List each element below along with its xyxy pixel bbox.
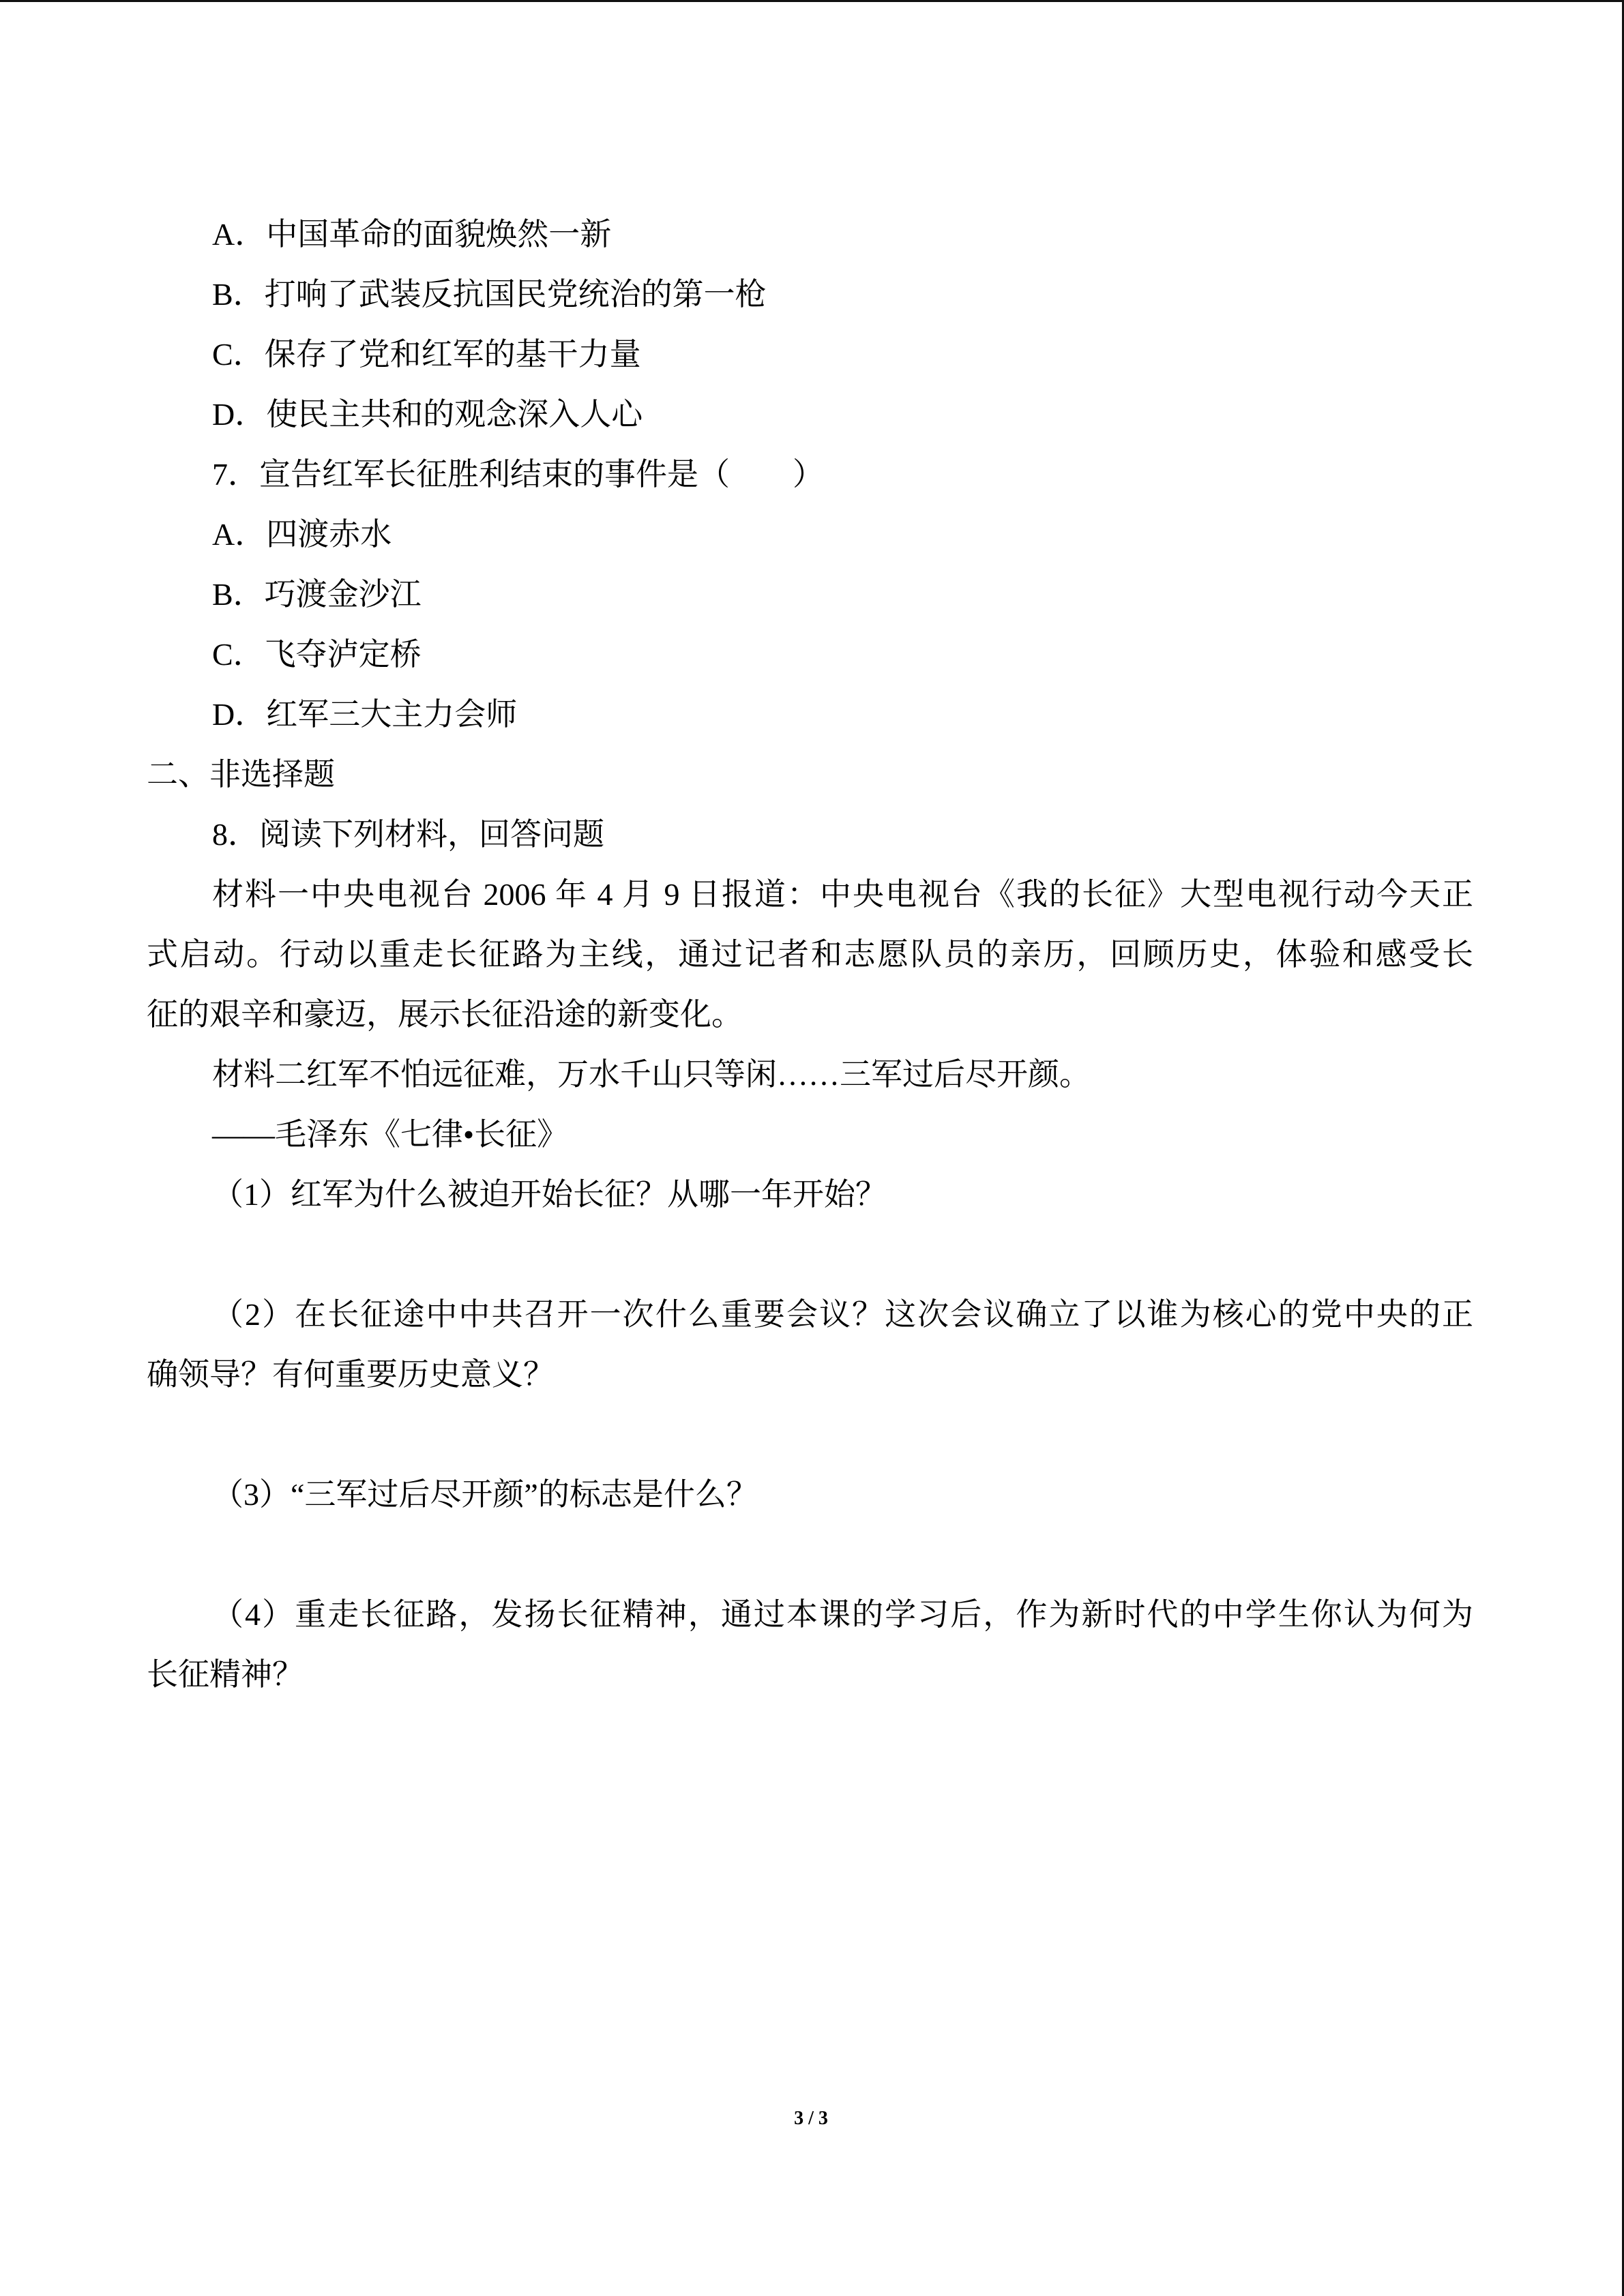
section-heading: 二、非选择题 — [147, 757, 335, 792]
question-7-option-c: C．飞夺泸定桥 — [212, 637, 422, 672]
sub-question-4-line: （4）重走长征路，发扬长征精神，通过本课的学习后，作为新时代的中学生你认为何为 — [212, 1597, 1473, 1632]
sub-question-1 — [147, 1165, 1473, 1225]
material-2-source: ——毛泽东《七律•长征》 — [212, 1117, 569, 1152]
answer-space — [147, 1225, 1473, 1285]
option-a: A．中国革命的面貌焕然一新 — [212, 217, 612, 252]
answer-space — [147, 1525, 1473, 1585]
question-7-stem: 7．宣告红军长征胜利结束的事件是（ ） — [212, 457, 824, 492]
sub-question-4-line: 长征精神？ — [147, 1657, 304, 1692]
sub-question-1-line: （1）红军为什么被迫开始长征？从哪一年开始？ — [212, 1177, 887, 1212]
page-content — [147, 205, 1473, 1705]
question-7-option-d: D．红军三大主力会师 — [212, 697, 518, 732]
sub-question-2 — [147, 1285, 1473, 1405]
sub-question-3 — [147, 1465, 1473, 1525]
material-1-line: 征的艰辛和豪迈，展示长征沿途的新变化。 — [147, 997, 743, 1032]
page-number: 3 / 3 — [794, 2108, 828, 2129]
question-8 — [147, 805, 1473, 1705]
question-8-stem: 8．阅读下列材料，回答问题 — [212, 817, 604, 852]
option-d: D．使民主共和的观念深入人心 — [212, 397, 643, 432]
question-7 — [147, 445, 1473, 745]
material-2: 材料二红军不怕远征难，万水千山只等闲……三军过后尽开颜。 — [212, 1057, 1091, 1092]
question-7-option-b: B．巧渡金沙江 — [212, 577, 422, 612]
option-c: C．保存了党和红军的基干力量 — [212, 337, 641, 372]
sub-question-2-line: （2）在长征途中中共召开一次什么重要会议？这次会议确立了以谁为核心的党中央的正 — [212, 1297, 1473, 1332]
sub-question-4 — [147, 1585, 1473, 1705]
question-7-option-a: A．四渡赤水 — [212, 517, 392, 552]
sub-question-2-line: 确领导？有何重要历史意义？ — [147, 1357, 555, 1392]
answer-space — [147, 1405, 1473, 1465]
continued-options — [147, 205, 1473, 445]
material-1 — [147, 865, 1473, 1045]
option-b: B．打响了武装反抗国民党统治的第一枪 — [212, 277, 767, 312]
sub-question-3-line: （3）“三军过后尽开颜”的标志是什么？ — [212, 1477, 758, 1512]
material-1-line: 式启动。行动以重走长征路为主线，通过记者和志愿队员的亲历，回顾历史，体验和感受长 — [147, 937, 1473, 972]
material-1-line: 材料一中央电视台 2006 年 4 月 9 日报道：中央电视台《我的长征》大型电视行动今天正 — [212, 877, 1473, 912]
